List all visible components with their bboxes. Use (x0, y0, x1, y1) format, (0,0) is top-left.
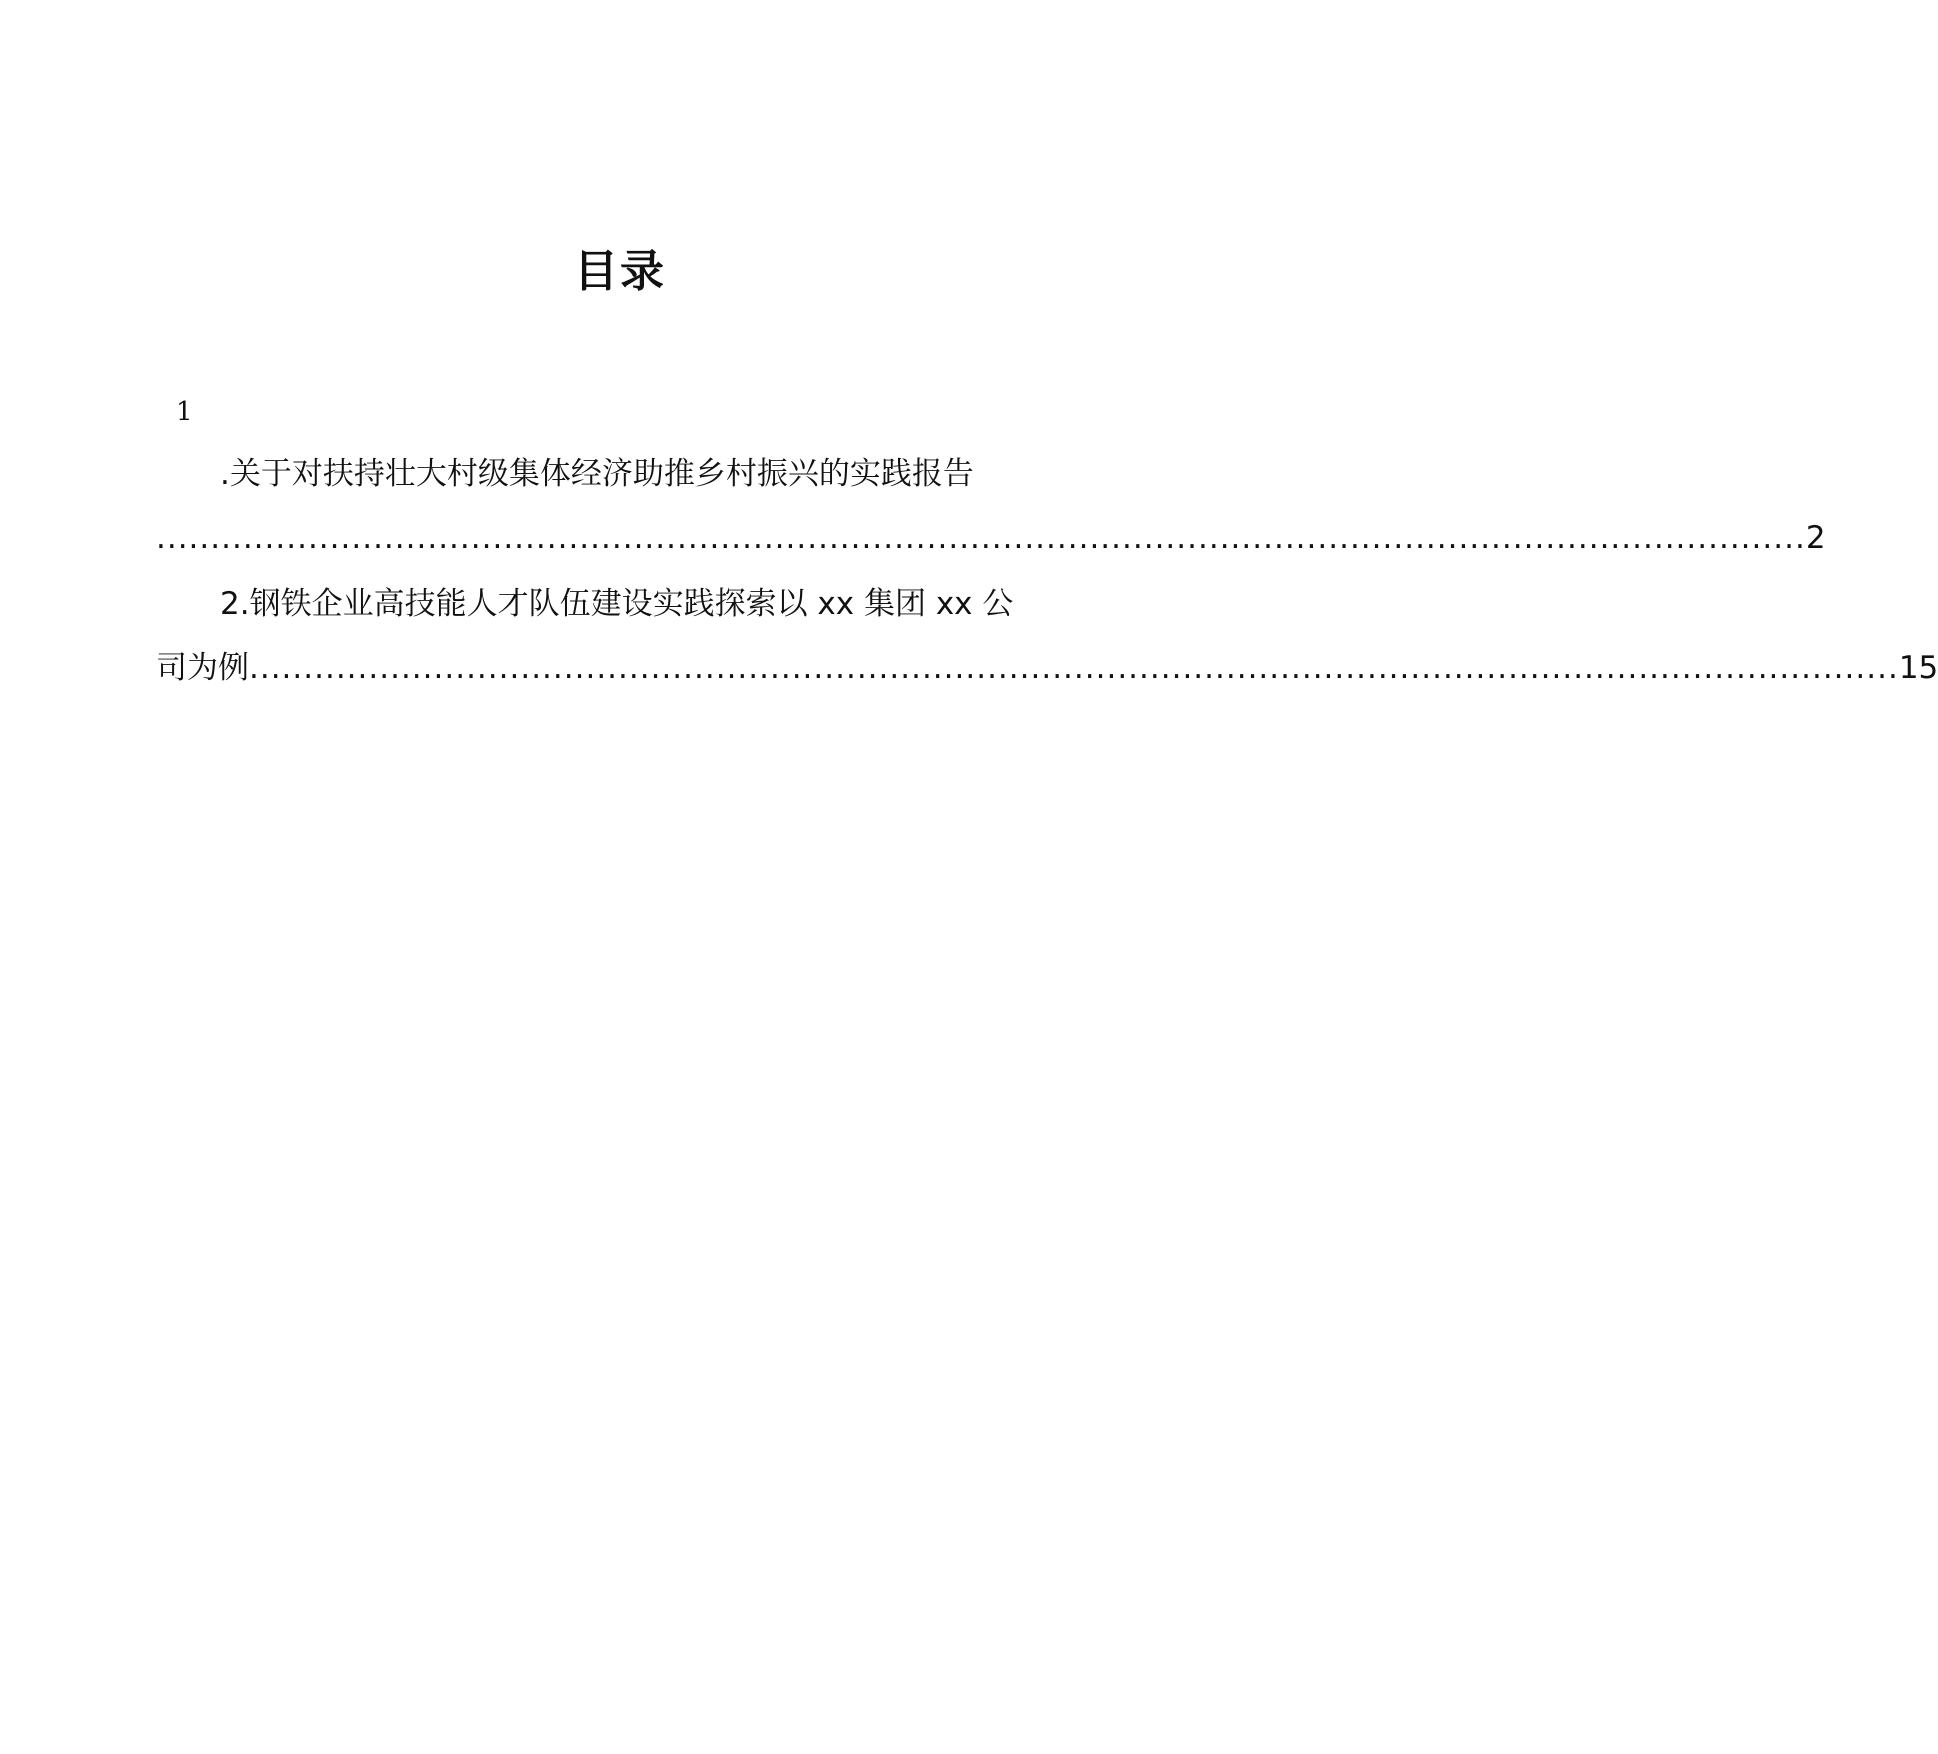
toc-entry-1-title[interactable]: .关于对扶持壮大村级集体经济助推乡村振兴的实践报告 (220, 456, 974, 492)
toc-entry-2-title[interactable]: 2.钢铁企业高技能人才队伍建设实践探索以 xx 集团 xx 公 (220, 586, 1014, 622)
toc-entry-1-page: 2 (1805, 520, 1826, 556)
toc-entry-2-dots: ........................................................................................................................................................ (249, 650, 1899, 686)
toc-entry-2-page: 15 (1898, 650, 1938, 686)
toc-entry-2-continuation: 司为例 (156, 650, 249, 686)
toc-entry-1-leader[interactable] (156, 516, 1826, 560)
toc-entry-1-dots: ........................................................................................................................................................ (156, 520, 1806, 556)
page-title: 目录 (574, 246, 666, 297)
toc-entry-2-leader[interactable] (156, 646, 1938, 690)
section-marker: 1 (176, 397, 193, 427)
